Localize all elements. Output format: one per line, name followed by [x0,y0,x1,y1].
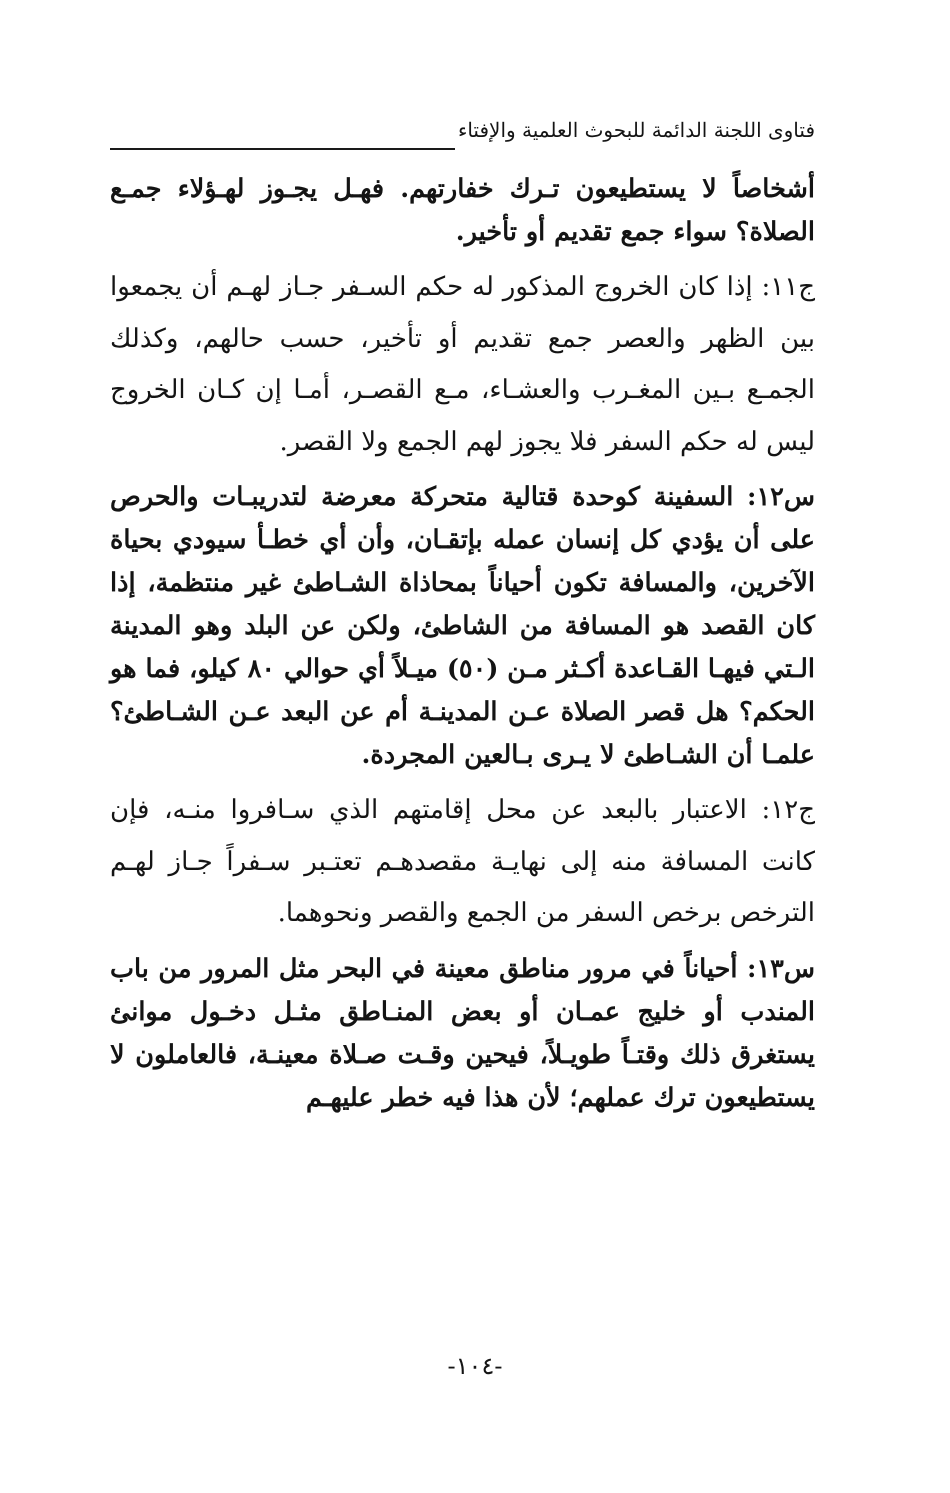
question-paragraph: س١٢: السفينة كوحدة قتالية متحركة معرضة لتدريبـات والحرص على أن يؤدي كل إنسان عمله بإتقـان، وأن أي خطـأ سيودي بحياة الآخرين، والمسافة تكون أحياناً بمحاذاة الشـاطئ غير منتظمة، إذا كان القصد هو المسافة من الشاطئ، ولكن عن البلد وهو المدينة الـتي فيهـا القـاعدة أكـثر مـن (٥٠) ميـلاً أي حوالي ٨٠ كيلو، فما هو الحكم؟ هل قصر الصلاة عـن المدينـة أم عن البعد عـن الشـاطئ؟ علمـا أن الشـاطئ لا يـرى بـالعين المجردة. [110,482,815,770]
header-rule [110,148,455,150]
question-paragraph: أشخاصاً لا يستطيعون تـرك خفارتهم. فهـل يجـوز لهـؤلاء جمـع الصلاة؟ سواء جمع تقديم أو تأخير. [110,174,815,247]
answer-paragraph: ج١٢: الاعتبار بالبعد عن محل إقامتهم الذي سـافروا منـه، فإن كانت المسافة منه إلى نهايـة مقصدهـم تعتـبر سـفراً جـاز لهـم الترخص برخص السفر من الجمع والقصر ونحوهما. [110,795,815,928]
header-title: فتاوى اللجنة الدائمة للبحوث العلمية والإفتاء [457,118,815,142]
running-header [110,110,815,150]
answer-paragraph: ج١١: إذا كان الخروج المذكور له حكم السـفر جـاز لهـم أن يجمعوا بين الظهر والعصر جمع تقديم أو تأخير، حسب حالهم، وكذلك الجمـع بـين المغـرب والعشـاء، مـع القصـر، أمـا إن كـان الخروج ليس له حكم السفر فلا يجوز لهم الجمع ولا القصر. [110,272,815,457]
body-text [110,168,815,1128]
question-paragraph: س١٣: أحياناً في مرور مناطق معينة في البحر مثل المرور من باب المندب أو خليج عمـان أو بعض المنـاطق مثـل دخـول موانئ يستغرق ذلك وقتـاً طويـلاً، فيحين وقـت صـلاة معينـة، فالعاملون لا يستطيعون ترك عملهم؛ لأن هذا فيه خطر عليهـم [110,953,815,1113]
page-number: -١٠٤- [447,1352,503,1380]
